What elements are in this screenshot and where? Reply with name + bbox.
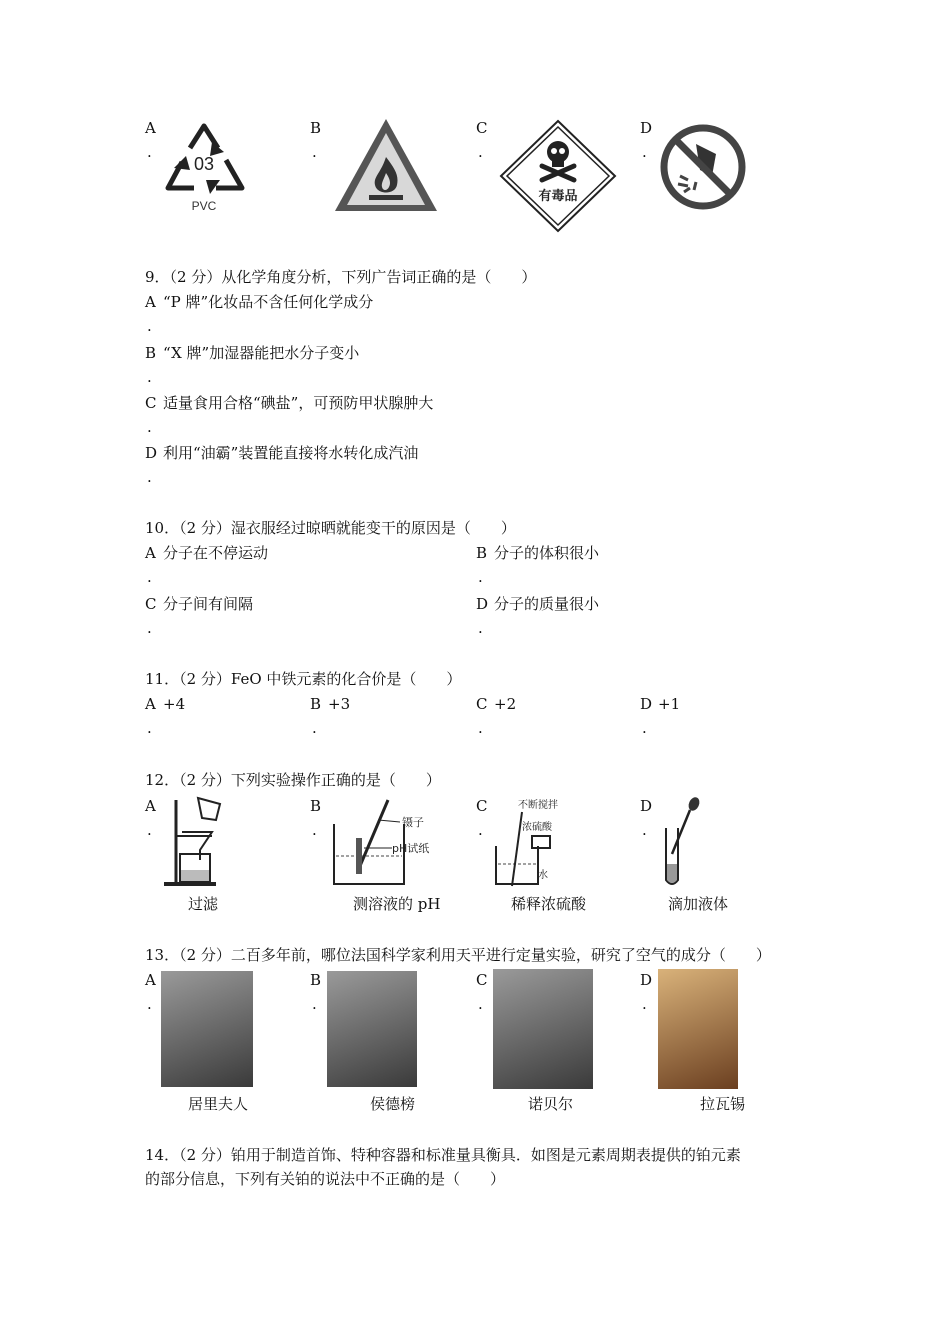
q13-option-d-caption: 拉瓦锡 (700, 1095, 746, 1113)
option-dot: . (312, 821, 317, 839)
filtration-apparatus-icon (158, 796, 230, 890)
q8-option-a-letter[interactable]: A (145, 119, 156, 137)
label-tweezers: 镊子 (402, 816, 424, 829)
q10-option-b-text[interactable]: 分子的体积很小 (494, 544, 600, 562)
no-fireworks-icon (660, 124, 746, 210)
q11-option-b-text[interactable]: +3 (328, 695, 351, 713)
option-dot: . (147, 619, 152, 637)
q12-option-d-caption: 滴加液体 (668, 895, 729, 913)
label-stirring: 不断搅拌 (518, 800, 558, 811)
option-dot: . (312, 719, 317, 737)
q9-option-a-letter[interactable]: A (145, 293, 156, 311)
q8-option-b-letter[interactable]: B (310, 119, 322, 137)
q11-option-d-letter[interactable]: D (640, 695, 653, 713)
q9-option-c-letter[interactable]: C (145, 394, 157, 412)
q12-option-d-letter[interactable]: D (640, 797, 653, 815)
recycle-code: 03 (193, 154, 215, 174)
option-dot: . (478, 143, 483, 161)
q14-stem-line-1: 14．（2 分）铂用于制造首饰、特种容器和标准量具衡具．如图是元素周期表提供的铂元素 (145, 1146, 741, 1164)
flammable-warning-icon (333, 117, 439, 213)
q14-stem-line-2: 的部分信息，下列有关铂的说法中不正确的是（ ） (145, 1170, 506, 1188)
q12-option-c-caption: 稀释浓硫酸 (511, 895, 587, 913)
q11-option-b-letter[interactable]: B (310, 695, 322, 713)
q10-stem: 10．（2 分）湿衣服经过晾晒就能变干的原因是（ ） (145, 519, 516, 537)
option-dot: . (312, 995, 317, 1013)
q11-option-a-text[interactable]: +4 (163, 695, 186, 713)
q12-option-b-caption: 测溶液的 pH (353, 895, 441, 913)
label-conc-acid: 浓硫酸 (522, 822, 552, 833)
q9-stem: 9．（2 分）从化学角度分析，下列广告词正确的是（ ） (145, 268, 537, 286)
label-ph-paper: pH试纸 (392, 842, 430, 855)
q11-option-d-text[interactable]: +1 (658, 695, 681, 713)
q13-option-d-letter[interactable]: D (640, 971, 653, 989)
option-dot: . (147, 821, 152, 839)
q11-option-a-letter[interactable]: A (145, 695, 156, 713)
dropper-tube-icon (660, 798, 710, 890)
portrait-photo (161, 971, 253, 1087)
option-dot: . (642, 995, 647, 1013)
option-dot: . (147, 418, 152, 436)
toxic-diamond-icon (500, 120, 616, 232)
q13-option-a-letter[interactable]: A (145, 971, 156, 989)
q10-option-b-letter[interactable]: B (476, 544, 488, 562)
option-dot: . (147, 995, 152, 1013)
q10-option-d-text[interactable]: 分子的质量很小 (494, 595, 600, 613)
q12-option-b-letter[interactable]: B (310, 797, 322, 815)
portrait-photo (658, 969, 738, 1089)
q11-stem: 11．（2 分）FeO 中铁元素的化合价是（ ） (145, 670, 462, 688)
q10-option-c-letter[interactable]: C (145, 595, 157, 613)
q13-option-b-letter[interactable]: B (310, 971, 322, 989)
dilution-apparatus-icon (492, 798, 582, 888)
option-dot: . (147, 468, 152, 486)
q11-option-c-letter[interactable]: C (476, 695, 488, 713)
q9-option-b-text[interactable]: “X 牌”加湿器能把水分子变小 (163, 344, 360, 362)
q9-option-a-text[interactable]: “P 牌”化妆品不含任何化学成分 (163, 293, 374, 311)
label-water: 水 (538, 870, 548, 881)
recycle-pvc-icon (160, 118, 250, 216)
option-dot: . (642, 821, 647, 839)
toxic-label: 有毒品 (538, 189, 578, 204)
option-dot: . (478, 719, 483, 737)
q13-stem: 13．（2 分）二百多年前，哪位法国科学家利用天平进行定量实验，研究了空气的成分（ ） (145, 946, 771, 964)
option-dot: . (642, 719, 647, 737)
q10-option-c-text[interactable]: 分子间有间隔 (163, 595, 254, 613)
option-dot: . (147, 143, 152, 161)
option-dot: . (147, 317, 152, 335)
q13-option-a-caption: 居里夫人 (188, 1095, 249, 1113)
recycle-sub: PVC (191, 199, 217, 213)
portrait-photo (493, 969, 593, 1089)
q12-option-a-caption: 过滤 (188, 895, 219, 913)
q8-option-c-letter[interactable]: C (476, 119, 488, 137)
q13-option-c-letter[interactable]: C (476, 971, 488, 989)
q13-option-c-caption: 诺贝尔 (528, 1095, 574, 1113)
portrait-photo (327, 971, 417, 1087)
option-dot: . (147, 719, 152, 737)
option-dot: . (147, 568, 152, 586)
option-dot: . (478, 821, 483, 839)
option-dot: . (312, 143, 317, 161)
q13-option-b-caption: 侯德榜 (370, 1095, 416, 1113)
option-dot: . (642, 143, 647, 161)
q10-option-a-letter[interactable]: A (145, 544, 156, 562)
q12-stem: 12．（2 分）下列实验操作正确的是（ ） (145, 771, 441, 789)
option-dot: . (478, 568, 483, 586)
q10-option-d-letter[interactable]: D (476, 595, 489, 613)
q10-option-a-text[interactable]: 分子在不停运动 (163, 544, 269, 562)
q9-option-b-letter[interactable]: B (145, 344, 157, 362)
q9-option-d-letter[interactable]: D (145, 444, 158, 462)
option-dot: . (478, 619, 483, 637)
q9-option-d-text[interactable]: 利用“油霸”装置能直接将水转化成汽油 (163, 444, 419, 462)
ph-test-apparatus-icon (330, 796, 438, 888)
q11-option-c-text[interactable]: +2 (494, 695, 517, 713)
q9-option-c-text[interactable]: 适量食用合格“碘盐”，可预防甲状腺肿大 (163, 394, 434, 412)
q8-option-d-letter[interactable]: D (640, 119, 653, 137)
option-dot: . (478, 995, 483, 1013)
q12-option-c-letter[interactable]: C (476, 797, 488, 815)
q12-option-a-letter[interactable]: A (145, 797, 156, 815)
option-dot: . (147, 368, 152, 386)
